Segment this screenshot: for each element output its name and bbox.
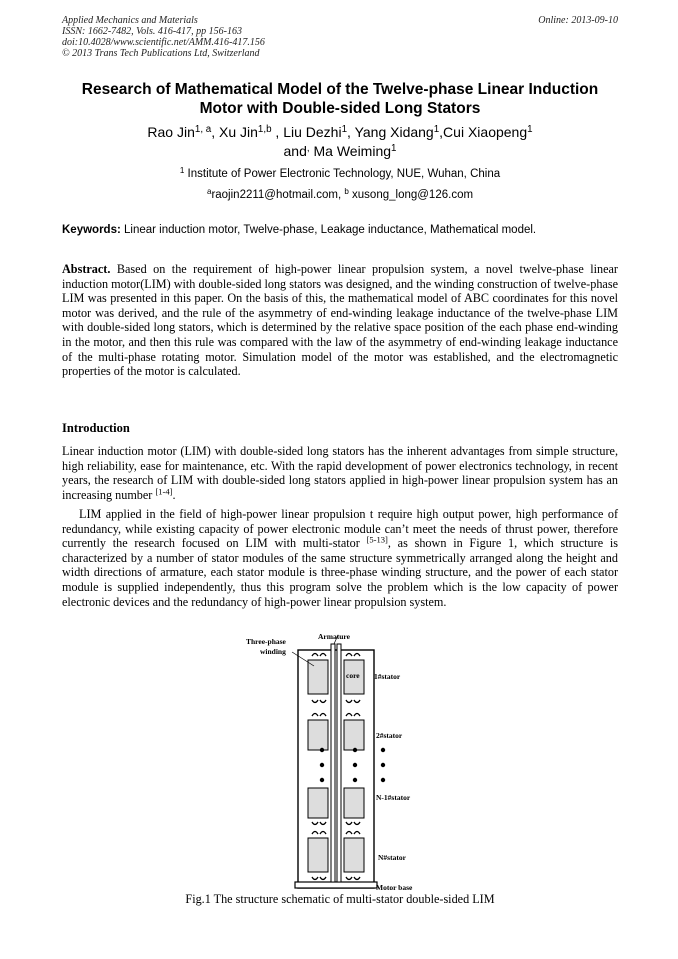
keywords-label: Keywords: (62, 224, 121, 236)
affiliation-sup: 1 (179, 165, 185, 175)
intro-paragraph-2 (62, 507, 618, 609)
author-name: Rao Jin (147, 124, 195, 140)
author-name: , Yang Xidang (347, 124, 434, 140)
paragraph-text: . (172, 487, 176, 502)
stator-n-minus-1 (308, 788, 364, 825)
label-stator-n: N#stator (378, 853, 406, 862)
label-core: core (346, 671, 360, 680)
author-sup: , (306, 143, 310, 155)
citation-ref: [5-13] (366, 534, 388, 545)
label-stator-n-minus-1: N-1#stator (376, 793, 411, 802)
stator-n (308, 832, 364, 880)
paper-title (62, 80, 618, 118)
author-name: , Xu Jin (211, 124, 258, 140)
online-date: Online: 2013-09-10 (538, 15, 618, 26)
copyright: © 2013 Trans Tech Publications Ltd, Switzerland (62, 48, 260, 59)
label-winding-2: winding (260, 647, 286, 656)
label-winding-1: Three-phase (246, 637, 286, 646)
paragraph-text: LIM applied in the field of high-power linear propulsion t require high output power, high performance of redundancy, while existing capacity of power electronic module can’t meet the needs of thrust power, therefore currently the research focused on LIM with multi-stator (62, 507, 618, 551)
abstract-label: Abstract. (62, 262, 111, 276)
author-list (62, 123, 618, 161)
title-line-1: Research of Mathematical Model of the Twelve-phase Linear Induction (81, 81, 599, 98)
author-sup: 1 (527, 124, 533, 136)
abstract (62, 262, 618, 379)
page-header (62, 15, 618, 59)
author-name: , Liu Dezhi (271, 124, 342, 140)
label-stator-1: 1#stator (374, 672, 401, 681)
author-sup: 1, a (194, 124, 212, 136)
citation-ref: [1-4] (155, 486, 173, 497)
motor-base (295, 882, 377, 888)
email-b: xusong_long@126.com (348, 189, 474, 201)
label-motor-base: Motor base (376, 883, 413, 892)
armature-plate (331, 644, 335, 882)
intro-paragraph-1 (62, 444, 618, 502)
author-emails (62, 188, 618, 202)
label-armature: Armature (318, 632, 350, 641)
email-sup: a (206, 186, 212, 196)
figure-caption: Fig.1 The structure schematic of multi-stator double-sided LIM (185, 892, 495, 906)
doi: doi:10.4028/www.scientific.net/AMM.416-417.156 (62, 37, 265, 48)
keywords-text: Linear induction motor, Twelve-phase, Leakage inductance, Mathematical model. (120, 224, 537, 236)
stator-2 (308, 714, 364, 751)
issn: ISSN: 1662-7482, Vols. 416-417, pp 156-163 (62, 26, 242, 37)
author-sup: 1 (391, 143, 397, 155)
author-name: Ma Weiming (309, 143, 392, 159)
author-sup: 1 (433, 124, 440, 136)
email-sup: b (344, 186, 349, 196)
author-sup: 1,b (257, 124, 272, 136)
email-a: raojin2211@hotmail.com, (211, 189, 345, 201)
section-heading: Introduction (62, 421, 130, 435)
ellipsis-dots (320, 748, 385, 782)
figure-1-diagram (240, 630, 440, 894)
paragraph-text: , as shown in Figure 1, which structure is characterized by a number of stator modules of the same structure symmetrically arranged along the height and width directions of armature, each stator module is three-phase winding structure, and the power of each stator module is supplied independently, thus this program solve the problem which is the low capacity of power electronic devices and the redundancy of high-power linear propulsion system. (62, 536, 618, 609)
author-and: and (283, 143, 307, 159)
armature-plate (337, 644, 341, 882)
abstract-text: Based on the requirement of high-power linear propulsion system, a novel twelve-phase linear induction motor(LIM) with double-sided long stators was designed, and the winding construction of twelve-phase LIM was presented in this paper. On the basis of this, the mathematical model of ABC coordinates for this novel motor was derived, and the rule of the asymmetry of end-winding leakage inductance of the twelve-phase LIM with double-sided long stators, which is determined by the relative space position of the each phase end-winding in the motor, and then this rule was compared with the law of the asymmetry of end-winding leakage inductance of the multi-phase rotating motor. Simulation model of the motor was established, and the electromagnetic properties of the motor is calculated. (62, 262, 618, 379)
keywords (62, 223, 618, 237)
author-sup: 1 (341, 124, 348, 136)
title-line-2: Motor with Double-sided Long Stators (199, 100, 481, 117)
journal-name: Applied Mechanics and Materials (62, 15, 198, 26)
label-stator-2: 2#stator (376, 731, 403, 740)
affiliation (62, 167, 618, 181)
affiliation-text: Institute of Power Electronic Technology, NUE, Wuhan, China (184, 168, 501, 180)
paragraph-text: Linear induction motor (LIM) with double-sided long stators has the inherent advantages from simple structure, high reliability, ease for maintenance, etc. With the rapid development of power electronics technology, in recent years, the research of LIM with double-sided long stators applied in high-power linear propulsion system has an increasing number (62, 444, 618, 502)
author-name: ,Cui Xiaopeng (439, 124, 528, 140)
